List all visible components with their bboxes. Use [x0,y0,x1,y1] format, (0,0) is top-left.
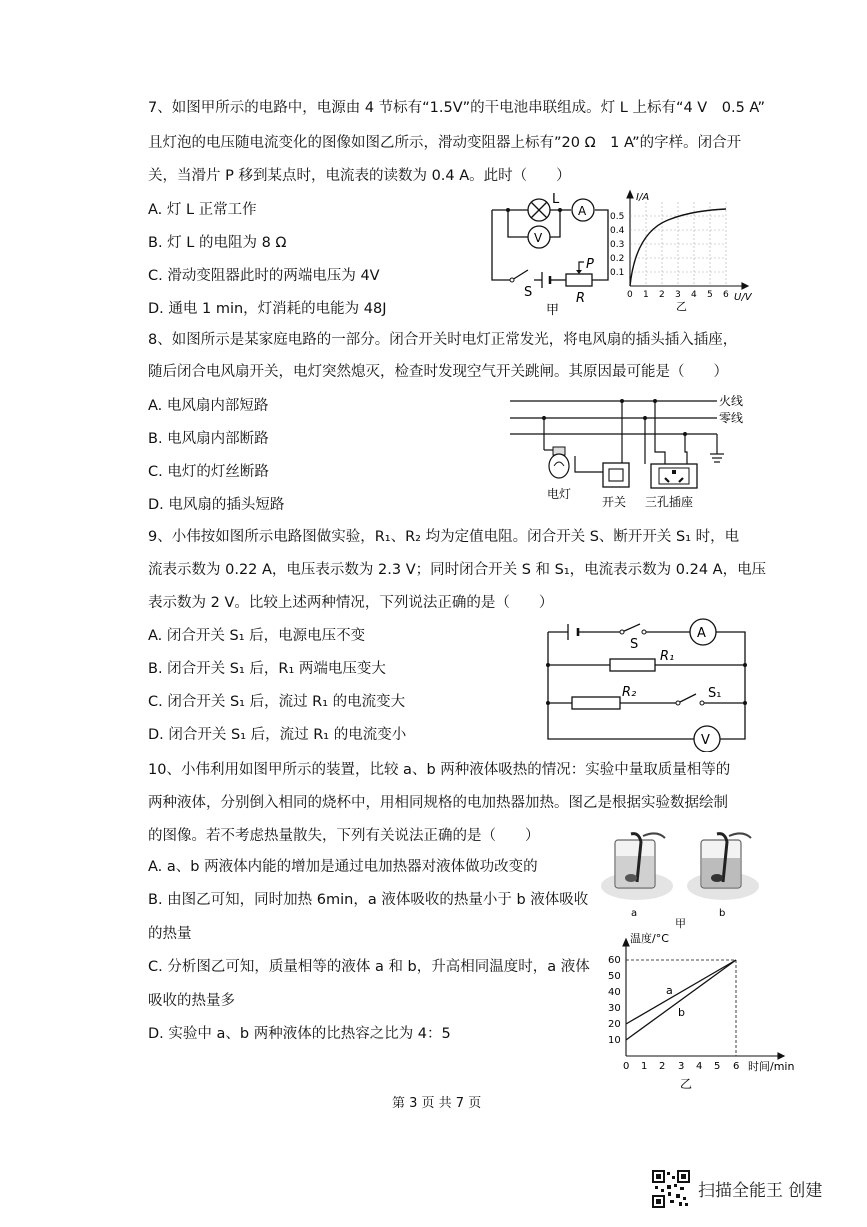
q7-graph-xtick: 4 [691,290,697,300]
q9-label-R1: R₁ [660,649,675,664]
q9-stem-line1: 9、小伟按如图所示电路图做实验，R₁、R₂ 均为定值电阻。闭合开关 S、断开开关 S₁ 时，电 [148,529,740,545]
q7-graph-xtick: 2 [659,290,665,300]
q10-series-a-label: a [666,984,673,997]
q10-graph-xtick: 6 [733,1061,740,1072]
q7-label-A: A [578,204,587,218]
q7-stem-line1: 7、如图甲所示的电路中，电源由 4 节标有“1.5V”的干电池串联组成。灯 L 上标有“4 V 0.5 A” [148,100,766,116]
q10-graph-ytick: 20 [608,1019,621,1030]
resistor-r1-icon [610,659,655,671]
q10-option-b-line1: B. 由图乙可知，同时加热 6min，a 液体吸收的热量小于 b 液体吸收 [148,892,589,908]
q10-series-b-line [626,960,736,1040]
q10-graph-xtick: 4 [696,1061,703,1072]
q9-option-c: C. 闭合开关 S₁ 后，流过 R₁ 的电流变大 [148,694,406,710]
q7-circuit-figure [488,190,623,318]
q8-household-circuit [505,392,765,517]
q7-label-L: L [552,192,560,207]
q7-graph-ytick: 0.1 [610,268,625,278]
q8-label-live: 火线 [719,394,744,408]
q8-option-d: D. 电风扇的插头短路 [148,497,285,513]
q10-graph-xtick: 2 [659,1061,666,1072]
q10-series-b-label: b [678,1006,685,1019]
q8-option-c: C. 电灯的灯丝断路 [148,464,269,480]
q7-label-V: V [534,231,543,245]
q8-stem-line2: 随后闭合电风扇开关，电灯突然熄灭，检查时发现空气开关跳闸。其原因最可能是（ ） [148,364,728,380]
light-bulb-icon [549,447,569,478]
q7-option-a: A. 灯 L 正常工作 [148,202,257,218]
q10-graph-ytick: 40 [608,987,621,998]
q9-label-A: A [697,626,706,641]
wall-switch-icon [603,463,629,487]
three-hole-socket-icon [651,464,697,488]
q10-photo-label-b: b [719,908,726,919]
q10-graph-xtick: 3 [678,1061,685,1072]
q9-option-b: B. 闭合开关 S₁ 后，R₁ 两端电压变大 [148,661,386,677]
q9-stem-line3: 表示数为 2 V。比较上述两种情况，下列说法正确的是（ ） [148,595,554,611]
q10-stem-line2: 两种液体，分别倒入相同的烧杯中，用相同规格的电加热器加热。图乙是根据实验数据绘制 [148,795,728,811]
q7-caption-yi: 乙 [676,300,687,313]
lamp-icon [528,199,550,221]
scanner-watermark: 扫描全能王 创建 [698,1181,823,1201]
q7-graph-xtick: 1 [643,290,649,300]
q8-label-neutral: 零线 [719,411,744,425]
q10-option-d: D. 实验中 a、b 两种液体的比热容之比为 4：5 [148,1026,451,1042]
q10-option-a: A. a、b 两液体内能的增加是通过电加热器对液体做功改变的 [148,859,538,875]
q8-label-socket: 三孔插座 [645,495,694,509]
q7-caption-jia: 甲 [546,303,560,318]
q10-caption-yi: 乙 [680,1077,693,1091]
q10-option-c-line2: 吸收的热量多 [148,993,235,1009]
q7-stem-line3: 关，当滑片 P 移到某点时，电流表的读数为 0.4 A。此时（ ） [148,168,571,184]
q8-option-a: A. 电风扇内部短路 [148,398,269,414]
q10-stem-line3: 的图像。若不考虑热量散失，下列有关说法正确的是（ ） [148,828,540,844]
q10-option-b-line2: 的热量 [148,926,192,942]
q7-label-S: S [524,285,533,300]
q7-graph-ytick: 0.4 [610,226,625,236]
q7-stem-line2: 且灯泡的电压随电流变化的图像如图乙所示，滑动变阻器上标有”20 Ω 1 A”的字样。闭合开 [148,135,742,151]
q7-graph-xtick: 0 [627,290,633,300]
q10-graph-ytick: 50 [608,971,621,982]
q7-graph-xtick: 3 [675,290,681,300]
q7-label-P: P [586,257,594,272]
q7-graph-xtick: 5 [707,290,713,300]
q9-label-R2: R₂ [622,685,637,700]
q8-stem-line1: 8、如图所示是某家庭电路的一部分。闭合开关时电灯正常发光，将电风扇的插头插入插座， [148,332,738,348]
q7-iu-graph [608,188,758,313]
q10-photo-label-a: a [631,908,638,919]
q9-stem-line2: 流表示数为 0.22 A，电压表示数为 2.3 V；同时闭合开关 S 和 S₁，电流表示数为 0.24 A，电压 [148,562,767,578]
q7-option-b: B. 灯 L 的电阻为 8 Ω [148,235,287,251]
q10-temperature-graph [600,932,800,1092]
q9-label-S1: S₁ [708,686,722,701]
q7-graph-ytick: 0.3 [610,240,625,250]
q9-label-V: V [701,733,710,748]
page-number: 第 3 页 共 7 页 [392,1096,482,1111]
q8-label-lamp: 电灯 [547,487,572,501]
q9-label-S: S [630,637,639,652]
battery-icon [568,624,578,640]
q10-graph-ytick: 10 [608,1035,621,1046]
q10-graph-y-label: 温度/°C [630,932,669,945]
beaker-b-icon [687,833,759,900]
q7-option-d: D. 通电 1 min，灯消耗的电能为 48J [148,301,387,317]
q7-graph-xtick: 6 [723,290,729,300]
q8-option-b: B. 电风扇内部断路 [148,431,269,447]
q7-graph-ytick: 0.5 [610,212,625,222]
q10-graph-ytick: 60 [608,955,621,966]
q7-graph-x-label: U/V [734,292,752,303]
q10-graph-xtick: 5 [714,1061,721,1072]
q9-circuit-figure [540,612,755,752]
q10-graph-ytick: 30 [608,1003,621,1014]
q9-option-a: A. 闭合开关 S₁ 后，电源电压不变 [148,628,366,644]
q7-graph-ytick: 0.2 [610,254,625,264]
q10-caption-jia: 甲 [675,917,686,930]
q7-label-R: R [576,291,586,306]
q10-beaker-photo [595,830,775,930]
q7-option-c: C. 滑动变阻器此时的两端电压为 4V [148,268,380,284]
q10-graph-x-label: 时间/min [748,1060,795,1073]
q7-graph-y-label: I/A [636,192,650,203]
beaker-a-icon [601,833,673,900]
q10-graph-xtick: 1 [641,1061,648,1072]
q10-option-c-line1: C. 分析图乙可知，质量相等的液体 a 和 b，升高相同温度时，a 液体 [148,959,590,975]
q8-label-switch: 开关 [602,495,627,509]
resistor-r2-icon [572,697,620,709]
battery-icon [542,272,550,288]
q10-graph-xtick: 0 [623,1061,630,1072]
q9-option-d: D. 闭合开关 S₁ 后，流过 R₁ 的电流变小 [148,727,407,743]
q10-stem-line1: 10、小伟利用如图甲所示的装置，比较 a、b 两种液体吸热的情况：实验中量取质量相等的 [148,762,731,778]
qr-code-icon [652,1170,690,1208]
